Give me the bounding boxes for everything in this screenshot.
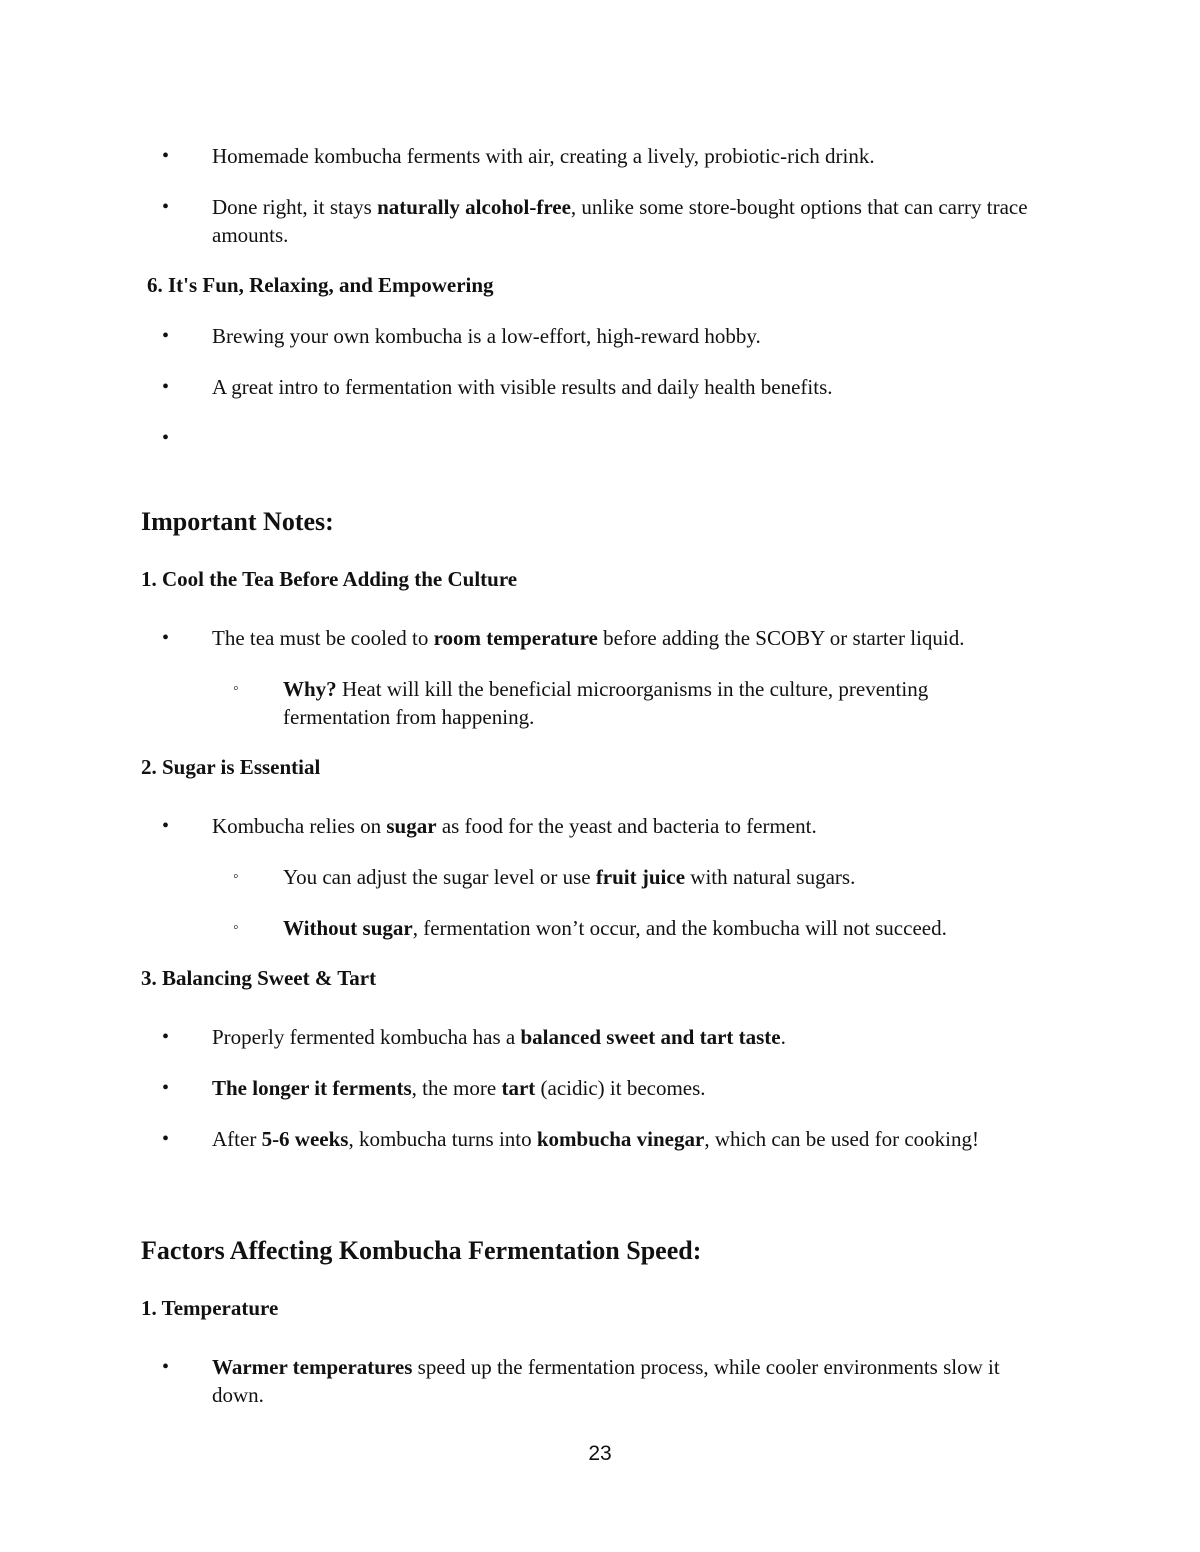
text: , unlike some store-bought options that can carry trace amounts. xyxy=(212,195,1028,247)
section-title: Important Notes: xyxy=(141,507,334,536)
bullet-icon: • xyxy=(162,1026,170,1048)
text: speed up the fermentation process, while cooler environments slow it down. xyxy=(212,1355,1000,1407)
text: , the more xyxy=(411,1076,502,1100)
text: Homemade kombucha ferments with air, creating a lively, probiotic-rich drink. xyxy=(212,144,875,168)
bold-text: balanced sweet and tart taste xyxy=(520,1025,781,1049)
page-number: 23 xyxy=(588,1442,612,1465)
note-heading: 2. Sugar is Essential xyxy=(141,755,321,779)
bullet-icon: • xyxy=(162,1077,170,1099)
bullet-icon: • xyxy=(162,145,170,167)
text: . xyxy=(780,1025,786,1049)
sub-list-item xyxy=(283,914,1083,942)
bold-text: Warmer temperatures xyxy=(212,1355,413,1379)
bullet-icon: • xyxy=(162,1356,170,1378)
text: A great intro to fermentation with visible results and daily health benefits. xyxy=(212,375,833,399)
list-item xyxy=(212,1353,1052,1409)
list-item xyxy=(212,812,1072,840)
list-item xyxy=(212,1074,1072,1102)
bullet-icon: • xyxy=(162,815,170,837)
text: After xyxy=(212,1127,262,1151)
text: The tea must be cooled to xyxy=(212,626,434,650)
list-item xyxy=(212,193,1042,249)
list-item xyxy=(212,624,1092,652)
bold-text: naturally alcohol-free xyxy=(377,195,571,219)
list-item xyxy=(212,373,1072,401)
bullet-icon: • xyxy=(162,427,170,449)
text: You can adjust the sugar level or use xyxy=(283,865,596,889)
text: Properly fermented kombucha has a xyxy=(212,1025,521,1049)
bullet-icon: • xyxy=(162,196,170,218)
text: (acidic) it becomes. xyxy=(535,1076,706,1100)
bullet-icon: • xyxy=(162,376,170,398)
text: , fermentation won’t occur, and the kombucha will not succeed. xyxy=(412,916,947,940)
note-heading: 1. Cool the Tea Before Adding the Culture xyxy=(141,567,518,591)
text: , which can be used for cooking! xyxy=(704,1127,979,1151)
sub-bullet-icon: ◦ xyxy=(233,919,239,936)
sub-list-item xyxy=(283,863,1083,891)
bold-text: tart xyxy=(501,1076,536,1100)
bold-text: The longer it ferments xyxy=(212,1076,412,1100)
note-heading: 3. Balancing Sweet & Tart xyxy=(141,966,377,990)
text: Done right, it stays xyxy=(212,195,378,219)
bullet-icon: • xyxy=(162,627,170,649)
list-item xyxy=(212,1125,1012,1153)
bold-text: 5-6 weeks xyxy=(261,1127,349,1151)
text: as food for the yeast and bacteria to ferment. xyxy=(436,814,817,838)
factor-heading: 1. Temperature xyxy=(141,1296,279,1320)
sub-list-item xyxy=(283,675,1033,731)
bold-text: fruit juice xyxy=(595,865,686,889)
list-item xyxy=(212,1023,1072,1051)
bold-text: kombucha vinegar xyxy=(536,1127,705,1151)
text: , kombucha turns into xyxy=(348,1127,537,1151)
list-item xyxy=(212,142,1072,170)
bold-text: room temperature xyxy=(433,626,598,650)
list-item xyxy=(212,322,1072,350)
section-heading: 6. It's Fun, Relaxing, and Empowering xyxy=(147,273,494,297)
text: Heat will kill the beneficial microorganisms in the culture, preventing fermentation from happening. xyxy=(283,677,929,729)
text: with natural sugars. xyxy=(685,865,856,889)
text: Brewing your own kombucha is a low-effort, high-reward hobby. xyxy=(212,324,761,348)
bullet-icon: • xyxy=(162,325,170,347)
sub-bullet-icon: ◦ xyxy=(233,868,239,885)
sub-bullet-icon: ◦ xyxy=(233,680,239,697)
text: Kombucha relies on xyxy=(212,814,387,838)
text: before adding the SCOBY or starter liquid. xyxy=(597,626,965,650)
bold-text: Without sugar xyxy=(283,916,413,940)
bullet-icon: • xyxy=(162,1128,170,1150)
section-title: Factors Affecting Kombucha Fermentation Speed: xyxy=(141,1236,702,1265)
bold-text: sugar xyxy=(386,814,437,838)
bold-text: Why? xyxy=(283,677,337,701)
